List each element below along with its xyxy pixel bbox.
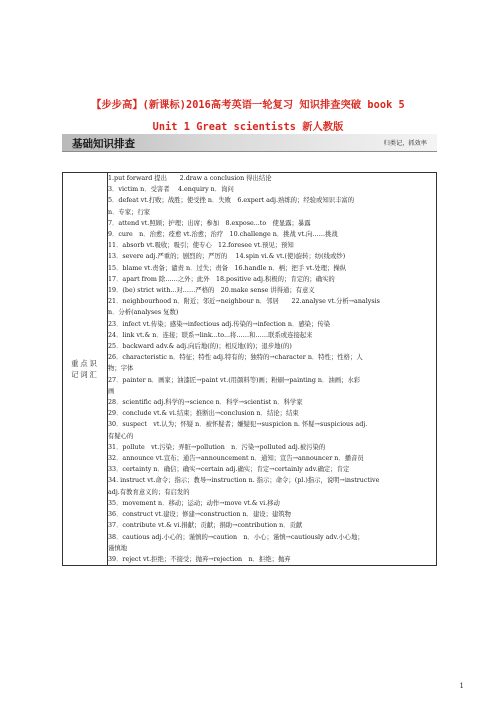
vocab-line: 21．neighbourhood n．附近；邻近→neighbour n．邻居 22.analyse vt.分析→analysis bbox=[108, 298, 380, 306]
vocab-line: 29．conclude vt.& vi.结束；推断出→conclusion n．结论；结束 bbox=[108, 410, 299, 418]
vocab-line: 9．cure n．治愈；痊愈 vt.治愈；治疗 10.challenge n．挑战 vt.向……挑战 bbox=[108, 231, 338, 239]
vocab-line: 19．(be) strict with...对……严格的 20.make sense 讲得通；有意义 bbox=[108, 287, 315, 295]
vocab-line: 27．painter n．画家；油漆匠→paint vt.(用颜料等)画；粉刷→painting n．油画；水彩 bbox=[108, 376, 361, 384]
vocabulary-list bbox=[108, 173, 437, 566]
vocab-line: 31．pollute vt.污染；弄脏→pollution n．污染→polluted adj.被污染的 bbox=[108, 443, 326, 451]
document-title-line-2: Unit 1 Great scientists 新人教版 bbox=[152, 122, 344, 133]
vocab-line: 32．announce vt.宣布；通告→announcement n．通知；宣告→announcer n．播音员 bbox=[108, 455, 364, 463]
vocab-line: 有疑心的 bbox=[108, 432, 134, 440]
page-number: 1 bbox=[459, 682, 464, 690]
vocab-line: 13．severe adj.严重的；剧烈的；严厉的 14.spin vi.& vt.(使)旋转；纺(线或纱) bbox=[108, 253, 346, 261]
vocab-line: 33．certainty n．确信；确实→certain adj.确实；肯定→certainly adv.确定；肯定 bbox=[108, 466, 350, 474]
vocab-line: 物；字体 bbox=[108, 365, 134, 373]
vocab-line: 30．suspect vt.认为；怀疑 n．被怀疑者；嫌疑犯→suspicion n. 怀疑→suspicious adj. bbox=[108, 421, 368, 429]
vocab-line: 3．victim n．受害者 4.enquiry n．询问 bbox=[108, 186, 234, 194]
vocab-line: 34. instruct vt.命令；指示；教导→instruction n. 指示；命令；(pl.)指示，说明→instructive bbox=[108, 477, 380, 485]
vocab-line: 36．construct vt.建设；修建→construction n．建设；建筑物 bbox=[108, 511, 292, 519]
vocab-line: 5．defeat vt.打败；战胜；使受挫 n．失败 6.expert adj.熟练的；经验或知识丰富的 bbox=[108, 197, 355, 205]
vocab-line: 26．characteristic n．特征；特性 adj.特有的；独特的→character n．特性；性格；人 bbox=[108, 354, 363, 362]
vocab-line: 谨慎地 bbox=[108, 544, 128, 552]
vocab-line: n．分析(analyses 复数) bbox=[108, 309, 179, 317]
vocab-line: adj.有教育意义的；有启发的 bbox=[108, 488, 190, 496]
vocab-line: 11．absorb vt.吸收；吸引；使专心 12.foresee vt.预见；预知 bbox=[108, 242, 294, 250]
vocab-line: 15．blame vt.责备；谴责 n．过失；责备 16.handle n．柄；把手 vt.处理；操纵 bbox=[108, 264, 347, 272]
vocab-line: 7．attend vt.照顾；护理；出席；参加 8.expose...to 使显露；暴露 bbox=[108, 219, 311, 227]
vocab-line: 17．apart from 除……之外；此外 18.positive adj.积极的；肯定的；确实的 bbox=[108, 275, 335, 283]
vocab-line: 35．movement n．移动；运动；动作→move vt.& vi.移动 bbox=[108, 499, 280, 507]
section-title: 基础知识排查 bbox=[72, 138, 135, 150]
vocab-line: 23．infect vt.传染；感染→infectious adj.传染的→infection n．感染；传染 bbox=[108, 320, 331, 328]
vocab-line: 39．reject vt.拒绝；不接受；抛弃→rejection n．拒绝；抛弃 bbox=[108, 555, 291, 563]
vocab-line: 1.put forward 提出 2.draw a conclusion 得出结论 bbox=[108, 175, 272, 182]
section-banner bbox=[62, 134, 437, 151]
vocab-line: 28．scientific adj.科学的→science n．科学→scientist n．科学家 bbox=[108, 399, 303, 407]
document-title-line-1: 【步步高】(新课标)2016高考英语一轮复习 知识排查突破 book 5 bbox=[91, 100, 405, 111]
section-note: 归类记，抓效率 bbox=[383, 140, 427, 147]
vocabulary-table bbox=[62, 172, 437, 566]
category-cell bbox=[63, 173, 108, 566]
vocab-line: 画 bbox=[108, 387, 115, 395]
vocab-line: 38．cautious adj.小心的；谨慎的→caution n．小心；谨慎→cautiously adv.小心地； bbox=[108, 533, 364, 541]
vocab-line: 24．link vt.& n．连接；联系→link...to...将……和……联系或连接起来 bbox=[108, 331, 313, 339]
vocab-line: 37．contribute vt.& vi.捐献；贡献；捐助→contribution n．贡献 bbox=[108, 522, 303, 530]
vocab-line: n．专家；行家 bbox=[108, 208, 151, 216]
vocabulary-row bbox=[63, 173, 437, 566]
vocab-line: 25．backward adv.& adj.向后地(的)；相反地(的)；退步地(的) bbox=[108, 343, 292, 351]
category-label: 重点识记词汇 bbox=[71, 359, 99, 380]
